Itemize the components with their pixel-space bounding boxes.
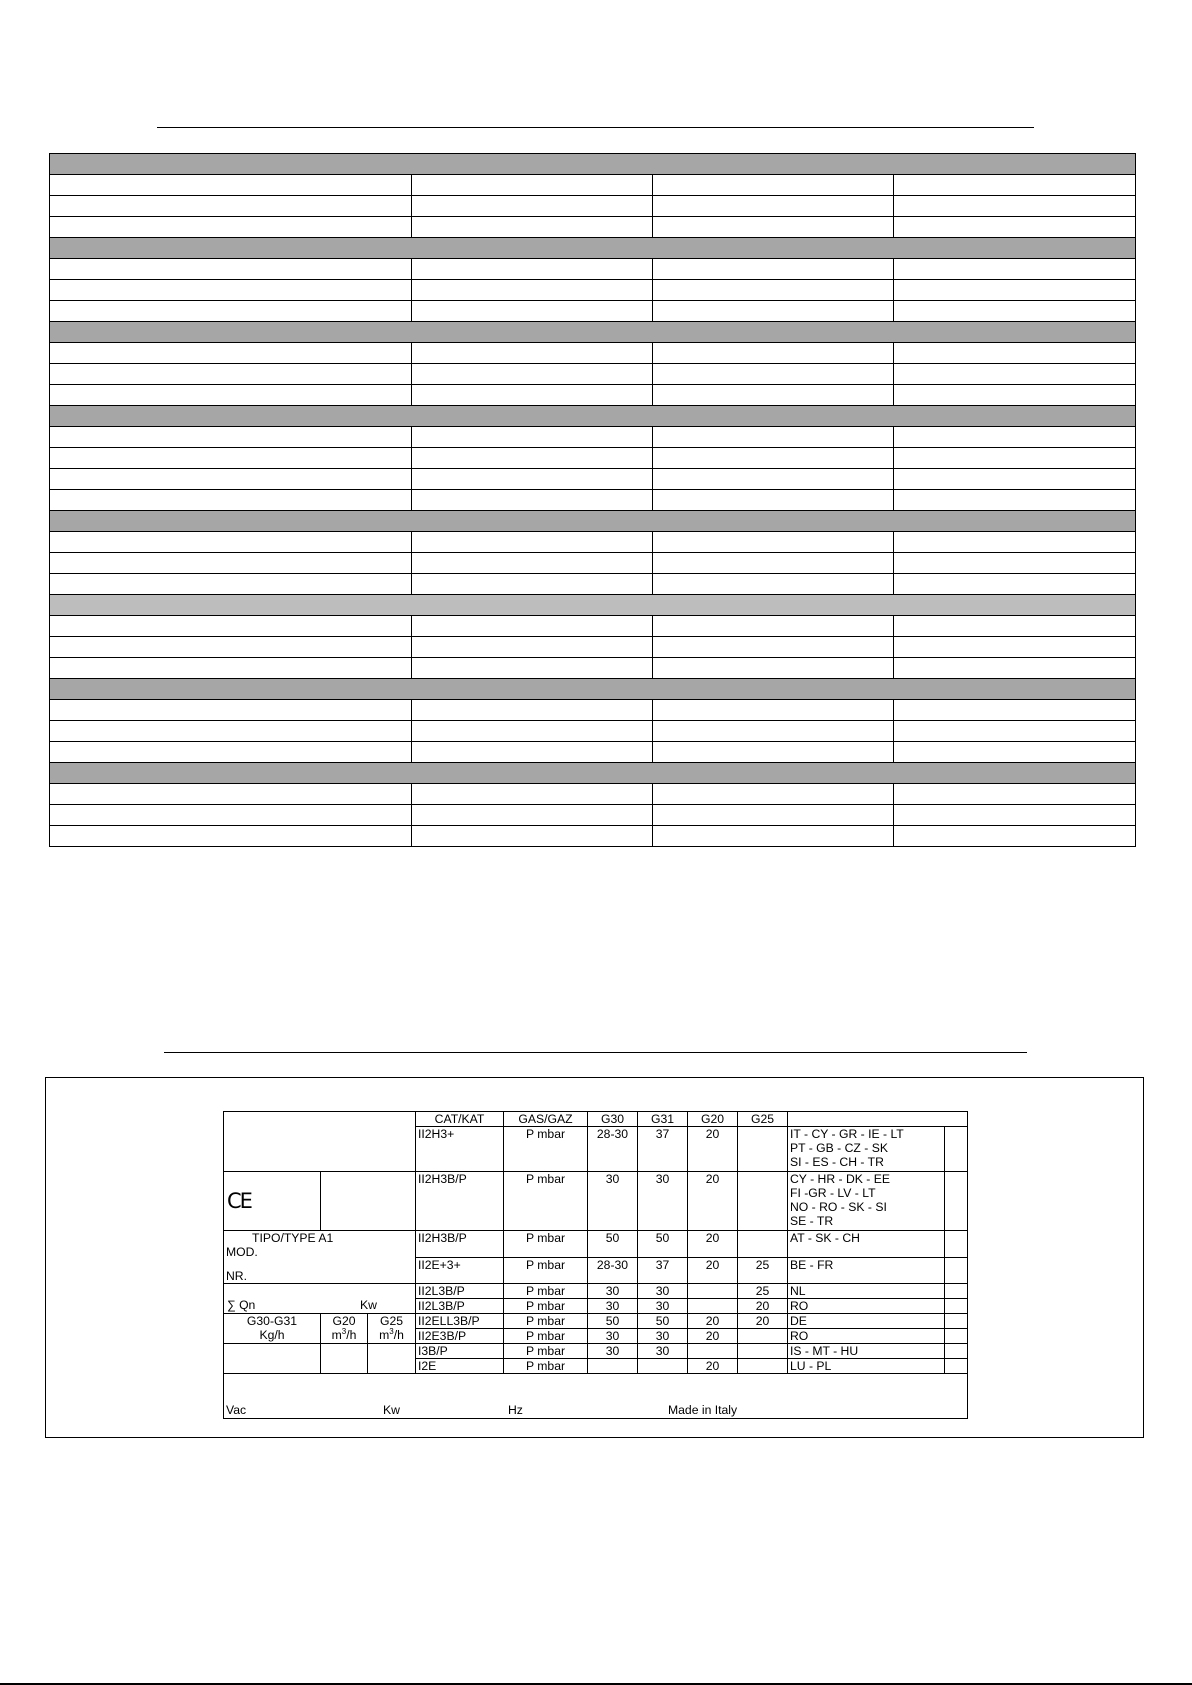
spec-cell (50, 385, 412, 406)
spec-cell (653, 784, 894, 805)
ce-cell (224, 1172, 321, 1231)
countries-cell: BE - FR (788, 1257, 945, 1284)
spec-cell (412, 805, 653, 826)
gas-cell: P mbar (504, 1127, 588, 1172)
spec-cell (412, 301, 653, 322)
cat-cell: II2L3B/P (416, 1299, 504, 1314)
spec-section-header-cell (50, 763, 1136, 784)
unit-label: $m^3/h$ (331, 1326, 357, 1342)
g31-cell: 50 (638, 1231, 688, 1258)
spec-cell (653, 385, 894, 406)
spec-cell (894, 364, 1136, 385)
countries-cell (788, 1172, 945, 1231)
cat-cell: II2H3B/P (416, 1231, 504, 1258)
gas-cell: P mbar (504, 1284, 588, 1299)
spec-cell (894, 343, 1136, 364)
spec-cell (412, 427, 653, 448)
spec-cell (894, 784, 1136, 805)
g31-cell: 30 (638, 1329, 688, 1344)
spec-cell (50, 553, 412, 574)
country-line: PT - GB - CZ - SK (790, 1141, 888, 1155)
spec-cell (50, 490, 412, 511)
footer-hz: Hz (508, 1403, 523, 1417)
spec-cell (50, 637, 412, 658)
spec-row (50, 742, 1136, 763)
g31-cell: 50 (638, 1314, 688, 1329)
country-line: CY - HR - DK - EE (790, 1172, 890, 1186)
footer-vac: Vac (226, 1403, 247, 1417)
spec-row (50, 574, 1136, 595)
spec-cell (653, 427, 894, 448)
model-block (224, 1231, 416, 1284)
plate-serial-blank (321, 1172, 416, 1231)
check-cell (945, 1299, 968, 1314)
spec-cell (653, 448, 894, 469)
spec-row (50, 196, 1136, 217)
cat-cell: I2E (416, 1359, 504, 1374)
countries-cell: IS - MT - HU (788, 1344, 945, 1359)
country-line: FI -GR - LV - LT (790, 1186, 876, 1200)
unit-label: $m^3/h$ (379, 1326, 404, 1342)
plate-footer (224, 1374, 968, 1419)
spec-cell (653, 301, 894, 322)
spec-cell (894, 469, 1136, 490)
g20-cell (688, 1299, 738, 1314)
g20-cell: 20 (688, 1359, 738, 1374)
g25-cell: 25 (738, 1257, 788, 1284)
spec-cell (50, 364, 412, 385)
spec-cell (653, 637, 894, 658)
g25-cell (738, 1359, 788, 1374)
spec-row (50, 616, 1136, 637)
spec-row (50, 805, 1136, 826)
country-line: SI - ES - CH - TR (790, 1155, 884, 1169)
spec-cell (412, 553, 653, 574)
spec-row (50, 658, 1136, 679)
spec-cell (50, 742, 412, 763)
g25-cell (738, 1329, 788, 1344)
spec-cell (412, 259, 653, 280)
spec-cell (653, 280, 894, 301)
g25-cell (738, 1344, 788, 1359)
unit-gas: G25 (379, 1314, 404, 1328)
tipo-label: TIPO/TYPE A1 (252, 1231, 334, 1245)
check-cell (945, 1231, 968, 1258)
spec-section-header-cell (50, 154, 1136, 175)
spec-cell (412, 490, 653, 511)
spec-cell (894, 217, 1136, 238)
g20-cell: 20 (688, 1257, 738, 1284)
spec-cell (653, 721, 894, 742)
spec-cell (50, 175, 412, 196)
g20-cell: 20 (688, 1172, 738, 1231)
countries-cell (788, 1127, 945, 1172)
spec-row (50, 364, 1136, 385)
spec-cell (412, 196, 653, 217)
unit-col-g20 (321, 1314, 368, 1344)
unit-gas: G30-G31 (246, 1314, 298, 1328)
spec-cell (412, 742, 653, 763)
spec-cell (894, 427, 1136, 448)
spec-cell (412, 826, 653, 847)
country-line: NO - RO - SK - SI (790, 1200, 887, 1214)
qn-cell (224, 1284, 416, 1314)
spec-cell (894, 448, 1136, 469)
header-cat: CAT/KAT (416, 1112, 504, 1127)
spec-cell (412, 175, 653, 196)
spec-row (50, 784, 1136, 805)
country-line: SE - TR (790, 1214, 834, 1228)
cat-cell: II2ELL3B/P (416, 1314, 504, 1329)
spec-section-header-cell (50, 511, 1136, 532)
spec-row (50, 385, 1136, 406)
cat-cell: I3B/P (416, 1344, 504, 1359)
gas-cell: P mbar (504, 1172, 588, 1231)
spec-cell (412, 637, 653, 658)
spec-cell (412, 364, 653, 385)
g30-cell: 30 (588, 1329, 638, 1344)
spec-cell (894, 574, 1136, 595)
spec-cell (653, 574, 894, 595)
g20-cell: 20 (688, 1329, 738, 1344)
header-g25: G25 (738, 1112, 788, 1127)
spec-cell (894, 553, 1136, 574)
rating-plate (223, 1111, 968, 1419)
g30-cell: 30 (588, 1172, 638, 1231)
spec-cell (50, 700, 412, 721)
countries-cell: RO (788, 1299, 945, 1314)
spec-cell (50, 343, 412, 364)
spec-cell (653, 532, 894, 553)
cat-cell: II2H3B/P (416, 1172, 504, 1231)
spec-cell (412, 658, 653, 679)
spec-cell (412, 448, 653, 469)
spec-section-header (50, 406, 1136, 427)
spec-cell (50, 427, 412, 448)
value-g30-g31 (224, 1344, 321, 1374)
spec-cell (50, 196, 412, 217)
spec-row (50, 448, 1136, 469)
g30-cell: 30 (588, 1299, 638, 1314)
middle-rule (164, 1052, 1027, 1053)
spec-row (50, 301, 1136, 322)
plate-blank-top (224, 1112, 416, 1172)
spec-cell (653, 259, 894, 280)
spec-cell (653, 742, 894, 763)
spec-section-header (50, 154, 1136, 175)
check-cell (945, 1284, 968, 1299)
spec-cell (412, 532, 653, 553)
g20-cell (688, 1284, 738, 1299)
check-cell (945, 1329, 968, 1344)
spec-cell (894, 616, 1136, 637)
spec-cell (653, 805, 894, 826)
spec-cell (412, 616, 653, 637)
spec-cell (894, 658, 1136, 679)
spec-cell (894, 385, 1136, 406)
check-cell (945, 1172, 968, 1231)
header-gas: GAS/GAZ (504, 1112, 588, 1127)
spec-row (50, 343, 1136, 364)
spec-cell (894, 742, 1136, 763)
spec-cell (412, 700, 653, 721)
spec-cell (653, 490, 894, 511)
spec-table (49, 153, 1136, 847)
spec-row (50, 175, 1136, 196)
check-cell (945, 1314, 968, 1329)
spec-cell (412, 385, 653, 406)
nr-label: NR. (226, 1269, 247, 1283)
g30-cell: 28-30 (588, 1127, 638, 1172)
spec-section-header (50, 322, 1136, 343)
g20-cell (688, 1344, 738, 1359)
g20-cell: 20 (688, 1231, 738, 1258)
spec-section-header (50, 595, 1136, 616)
spec-cell (50, 448, 412, 469)
spec-section-header (50, 679, 1136, 700)
cat-cell: II2E+3+ (416, 1257, 504, 1284)
spec-row (50, 826, 1136, 847)
spec-section-header-cell (50, 322, 1136, 343)
g31-cell: 30 (638, 1172, 688, 1231)
check-cell (945, 1127, 968, 1172)
countries-cell: RO (788, 1329, 945, 1344)
g30-cell: 50 (588, 1231, 638, 1258)
spec-cell (653, 343, 894, 364)
spec-cell (653, 553, 894, 574)
g31-cell: 30 (638, 1284, 688, 1299)
countries-cell: AT - SK - CH (788, 1231, 945, 1258)
spec-cell (50, 217, 412, 238)
cat-cell: II2L3B/P (416, 1284, 504, 1299)
g20-cell: 20 (688, 1127, 738, 1172)
qn-label: ∑ Qn (227, 1298, 256, 1312)
spec-section-header (50, 511, 1136, 532)
spec-section-header-cell (50, 238, 1136, 259)
g30-cell: 30 (588, 1284, 638, 1299)
unit-col-g25 (368, 1314, 416, 1344)
spec-cell (653, 616, 894, 637)
spec-cell (50, 469, 412, 490)
spec-cell (412, 469, 653, 490)
spec-cell (894, 826, 1136, 847)
g30-cell: 30 (588, 1344, 638, 1359)
spec-row (50, 469, 1136, 490)
g25-cell: 20 (738, 1299, 788, 1314)
cat-cell: II2H3+ (416, 1127, 504, 1172)
g31-cell: 30 (638, 1344, 688, 1359)
spec-section-header-cell (50, 406, 1136, 427)
check-cell (945, 1359, 968, 1374)
g30-cell: 50 (588, 1314, 638, 1329)
g25-cell: 25 (738, 1284, 788, 1299)
g31-cell: 30 (638, 1299, 688, 1314)
mod-label: MOD. (226, 1245, 258, 1259)
spec-row (50, 637, 1136, 658)
g25-cell (738, 1127, 788, 1172)
spec-section-header (50, 763, 1136, 784)
gas-cell: P mbar (504, 1314, 588, 1329)
spec-cell (653, 364, 894, 385)
gas-cell: P mbar (504, 1299, 588, 1314)
value-g25 (368, 1344, 416, 1374)
spec-row (50, 259, 1136, 280)
top-rule (157, 127, 1034, 128)
unit-col-g30-g31 (224, 1314, 321, 1344)
spec-cell (412, 574, 653, 595)
header-countries (788, 1112, 968, 1127)
gas-cell: P mbar (504, 1231, 588, 1258)
gas-cell: P mbar (504, 1257, 588, 1284)
spec-cell (653, 826, 894, 847)
gas-cell: P mbar (504, 1344, 588, 1359)
spec-row (50, 553, 1136, 574)
g20-cell: 20 (688, 1314, 738, 1329)
spec-cell (412, 784, 653, 805)
g25-cell (738, 1231, 788, 1258)
spec-section-header (50, 238, 1136, 259)
spec-cell (653, 196, 894, 217)
check-cell (945, 1344, 968, 1359)
spec-cell (894, 259, 1136, 280)
gas-cell: P mbar (504, 1359, 588, 1374)
qn-kw-label: Kw (360, 1298, 377, 1312)
spec-section-header-cell (50, 679, 1136, 700)
spec-row (50, 532, 1136, 553)
g25-cell (738, 1172, 788, 1231)
spec-cell (412, 280, 653, 301)
spec-row (50, 490, 1136, 511)
spec-cell (894, 637, 1136, 658)
spec-row (50, 427, 1136, 448)
ce-mark-icon: CE (227, 1189, 251, 1213)
unit-label: Kg/h (259, 1328, 285, 1342)
check-cell (945, 1257, 968, 1284)
spec-cell (894, 301, 1136, 322)
spec-cell (50, 721, 412, 742)
spec-cell (412, 721, 653, 742)
spec-cell (894, 805, 1136, 826)
spec-cell (653, 469, 894, 490)
spec-cell (894, 196, 1136, 217)
spec-cell (50, 784, 412, 805)
spec-cell (412, 343, 653, 364)
spec-row (50, 217, 1136, 238)
spec-cell (50, 280, 412, 301)
country-line: IT - CY - GR - IE - LT (790, 1127, 904, 1141)
cat-cell: II2E3B/P (416, 1329, 504, 1344)
unit-gas: G20 (332, 1314, 356, 1328)
spec-cell (894, 490, 1136, 511)
spec-row (50, 700, 1136, 721)
spec-cell (653, 217, 894, 238)
value-g20 (321, 1344, 368, 1374)
spec-cell (50, 616, 412, 637)
spec-row (50, 721, 1136, 742)
spec-cell (412, 217, 653, 238)
gas-cell: P mbar (504, 1329, 588, 1344)
spec-cell (50, 301, 412, 322)
spec-section-header-cell (50, 595, 1136, 616)
header-g30: G30 (588, 1112, 638, 1127)
spec-cell (653, 658, 894, 679)
spec-cell (894, 721, 1136, 742)
g31-cell: 37 (638, 1127, 688, 1172)
g31-cell: 37 (638, 1257, 688, 1284)
spec-cell (894, 700, 1136, 721)
spec-cell (50, 805, 412, 826)
countries-cell: LU - PL (788, 1359, 945, 1374)
spec-cell (50, 259, 412, 280)
footer-made-in: Made in Italy (668, 1403, 738, 1417)
g31-cell (638, 1359, 688, 1374)
spec-cell (894, 175, 1136, 196)
g25-cell: 20 (738, 1314, 788, 1329)
header-g31: G31 (638, 1112, 688, 1127)
spec-cell (50, 826, 412, 847)
spec-cell (653, 175, 894, 196)
header-g20: G20 (688, 1112, 738, 1127)
spec-cell (894, 532, 1136, 553)
spec-cell (653, 700, 894, 721)
countries-cell: NL (788, 1284, 945, 1299)
g30-cell: 28-30 (588, 1257, 638, 1284)
spec-cell (50, 658, 412, 679)
footer-kw: Kw (383, 1403, 400, 1417)
spec-cell (894, 280, 1136, 301)
spec-cell (50, 574, 412, 595)
countries-cell: DE (788, 1314, 945, 1329)
spec-row (50, 280, 1136, 301)
g30-cell (588, 1359, 638, 1374)
spec-cell (50, 532, 412, 553)
